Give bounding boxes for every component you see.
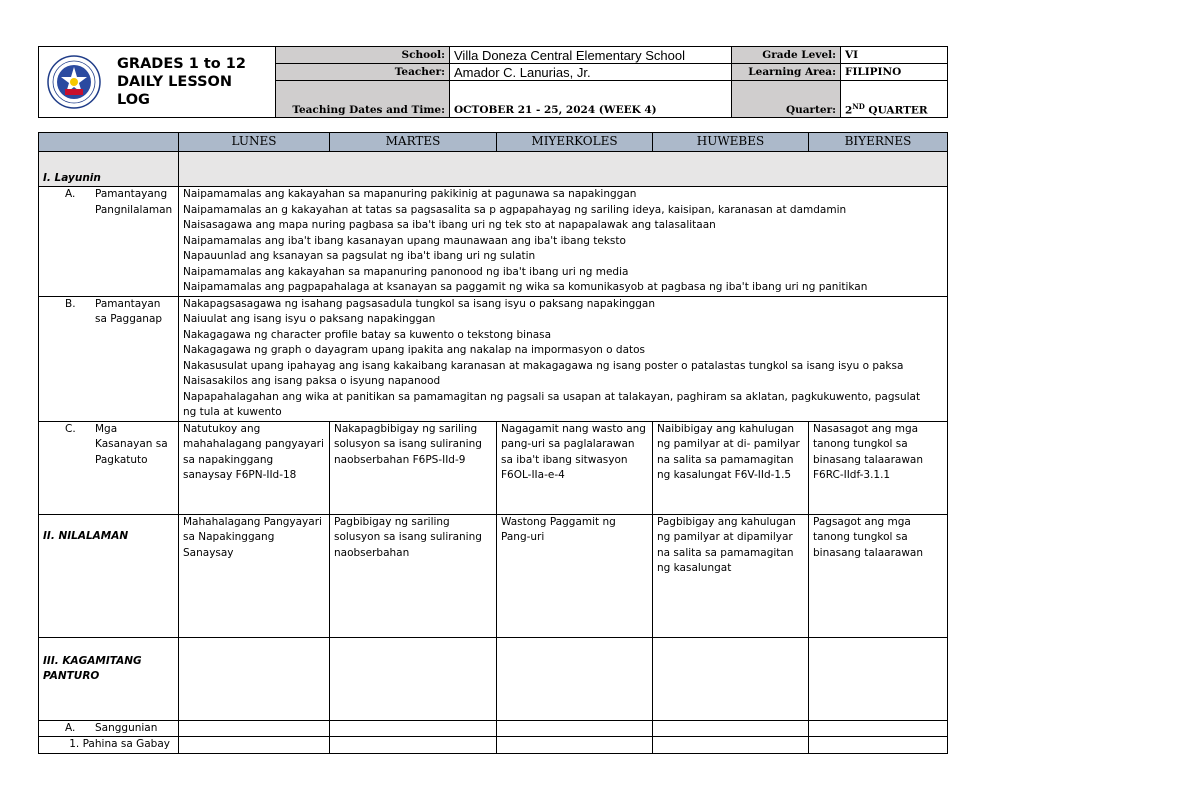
day-header-martes: MARTES [330,133,497,152]
sanggunian-cell [653,720,809,737]
pahina-cell [497,737,653,754]
header-table [38,46,948,118]
pahina-cell [809,737,948,754]
kasanayan-label: C. Mga Kasanayan sa Pagkatuto [39,421,179,514]
standard-line: Naisasakilos ang isang paksa o isyung napanood [183,375,441,387]
standard-line: Nakagagawa ng character profile batay sa kuwento o tekstong binasa [183,328,552,341]
quarter-value: 2ND QUARTER [841,81,948,118]
lesson-table [38,132,948,754]
sanggunian-cell [809,720,948,737]
kasanayan-cell-miyerkoles: Nagagamit nang wasto ang pang-uri sa paglalarawan sa iba't ibang sitwasyon F6OL-IIa-e-4 [497,421,653,514]
corner-cell [39,133,179,152]
dates-value: OCTOBER 21 - 25, 2024 (WEEK 4) [450,81,732,118]
pahina-cell [653,737,809,754]
kagamitan-label: III. KAGAMITANG PANTURO [39,637,179,720]
standard-line: Naiuulat ang isang isyu o paksang napakinggan [183,313,436,325]
pahina-label: 1. Pahina sa Gabay [39,737,179,754]
nilalaman-cell-biyernes: Pagsagot ang mga tanong tungkol sa binasang talaarawan [809,514,948,637]
pahina-cell [330,737,497,754]
objective-line: Naipamamalas an g kakayahan at tatas sa pagsasalita sa p agpapahayag ng sariling ideya, kaisipan, karanasan at damdamin [183,203,847,216]
school-label: School: [276,47,450,64]
layunin-blank [179,152,948,187]
pamantayan-sa-pagganap-label: B. Pamantayan sa Pagganap [39,296,179,421]
standard-line: Nakasusulat upang ipahayag ang isang kakaibang karanasan at makagagawa ng isang poster o patalastas tungkol sa isang isyu o paksa [183,359,904,372]
nilalaman-cell-martes: Pagbibigay ng sariling solusyon sa isang suliraning naobserbahan [330,514,497,637]
day-header-biyernes: BIYERNES [809,133,948,152]
title-cell [39,47,276,118]
area-label: Learning Area: [732,64,841,81]
kasanayan-cell-huwebes: Naibibigay ang kahulugan ng pamilyar at di- pamilyar na salita sa pamamagitan ng kasalungat F6V-IId-1.5 [653,421,809,514]
nilalaman-cell-huwebes: Pagbibigay ang kahulugan ng pamilyar at dipamilyar na salita sa pamamagitan ng kasalungat [653,514,809,637]
objective-line: Naipamamalas ang kakayahan sa mapanuring panonood ng iba't ibang uri ng media [183,265,629,278]
teacher-label: Teacher: [276,64,450,81]
sanggunian-cell [497,720,653,737]
deped-seal-icon [47,55,101,109]
day-header-miyerkoles: MIYERKOLES [497,133,653,152]
form-title: GRADES 1 to 12 DAILY LESSON LOG [117,56,246,108]
area-value: FILIPINO [841,64,948,81]
quarter-label: Quarter: [732,81,841,118]
kasanayan-cell-martes: Nakapagbibigay ng sariling solusyon sa isang suliraning naobserbahan F6PS-IId-9 [330,421,497,514]
nilalaman-cell-lunes: Mahahalagang Pangyayari sa Napakinggang Sanaysay [179,514,330,637]
kagamitan-cell-martes [330,637,497,720]
sanggunian-cell [179,720,330,737]
nilalaman-cell-miyerkoles: Wastong Paggamit ng Pang-uri [497,514,653,637]
kagamitan-cell-biyernes [809,637,948,720]
objective-line: Naisasagawa ang mapa nuring pagbasa sa iba't ibang uri ng tek sto at napapalawak ang talasalitaan [183,219,716,231]
objective-line: Napauunlad ang ksanayan sa pagsulat ng iba't ibang uri ng sulatin [183,250,536,262]
grade-label: Grade Level: [732,47,841,64]
teacher-value: Amador C. Lanurias, Jr. [450,64,732,81]
pamantayang-pangnilalaman-content [179,187,948,297]
pamantayan-sa-pagganap-content [179,296,948,421]
pamantayang-pangnilalaman-label: A. Pamantayang Pangnilalaman [39,187,179,297]
day-header-lunes: LUNES [179,133,330,152]
sanggunian-cell [330,720,497,737]
sanggunian-label: A. Sanggunian [39,720,179,737]
school-value: Villa Doneza Central Elementary School [450,47,732,64]
kagamitan-cell-huwebes [653,637,809,720]
kasanayan-cell-lunes: Natutukoy ang mahahalagang pangyayari sa napakinggang sanaysay F6PN-IId-18 [179,421,330,514]
objective-line: Naipamamalas ang kakayahan sa mapanuring pakikinig at pagunawa sa napakinggan [183,188,637,200]
dates-label: Teaching Dates and Time: [276,81,450,118]
standard-line: Napapahalagahan ang wika at panitikan sa pamamagitan ng pagsali sa usapan at talakayan, paghiram sa aklatan, pagkukuwento, pagsulat ng tula at kuwento [183,390,921,418]
kagamitan-cell-miyerkoles [497,637,653,720]
pahina-cell [179,737,330,754]
standard-line: Nakagagawa ng graph o dayagram upang ipakita ang nakalap na impormasyon o datos [183,344,646,356]
kasanayan-cell-biyernes: Nasasagot ang mga tanong tungkol sa binasang talaarawan F6RC-IIdf-3.1.1 [809,421,948,514]
nilalaman-label: II. NILALAMAN [39,514,179,637]
day-header-huwebes: HUWEBES [653,133,809,152]
kagamitan-cell-lunes [179,637,330,720]
objective-line: Naipamamalas ang pagpapahalaga at ksanayan sa paggamit ng wika sa komunikasyob at pagbasa ng iba't ibang uri ng panitikan [183,281,868,293]
grade-value: VI [841,47,948,64]
standard-line: Nakapagsasagawa ng isahang pagsasadula tungkol sa isang isyu o paksang napakinggan [183,297,656,310]
layunin-label: I. Layunin [39,152,179,187]
objective-line: Naipamamalas ang iba't ibang kasanayan upang maunawaan ang iba't ibang teksto [183,234,626,247]
